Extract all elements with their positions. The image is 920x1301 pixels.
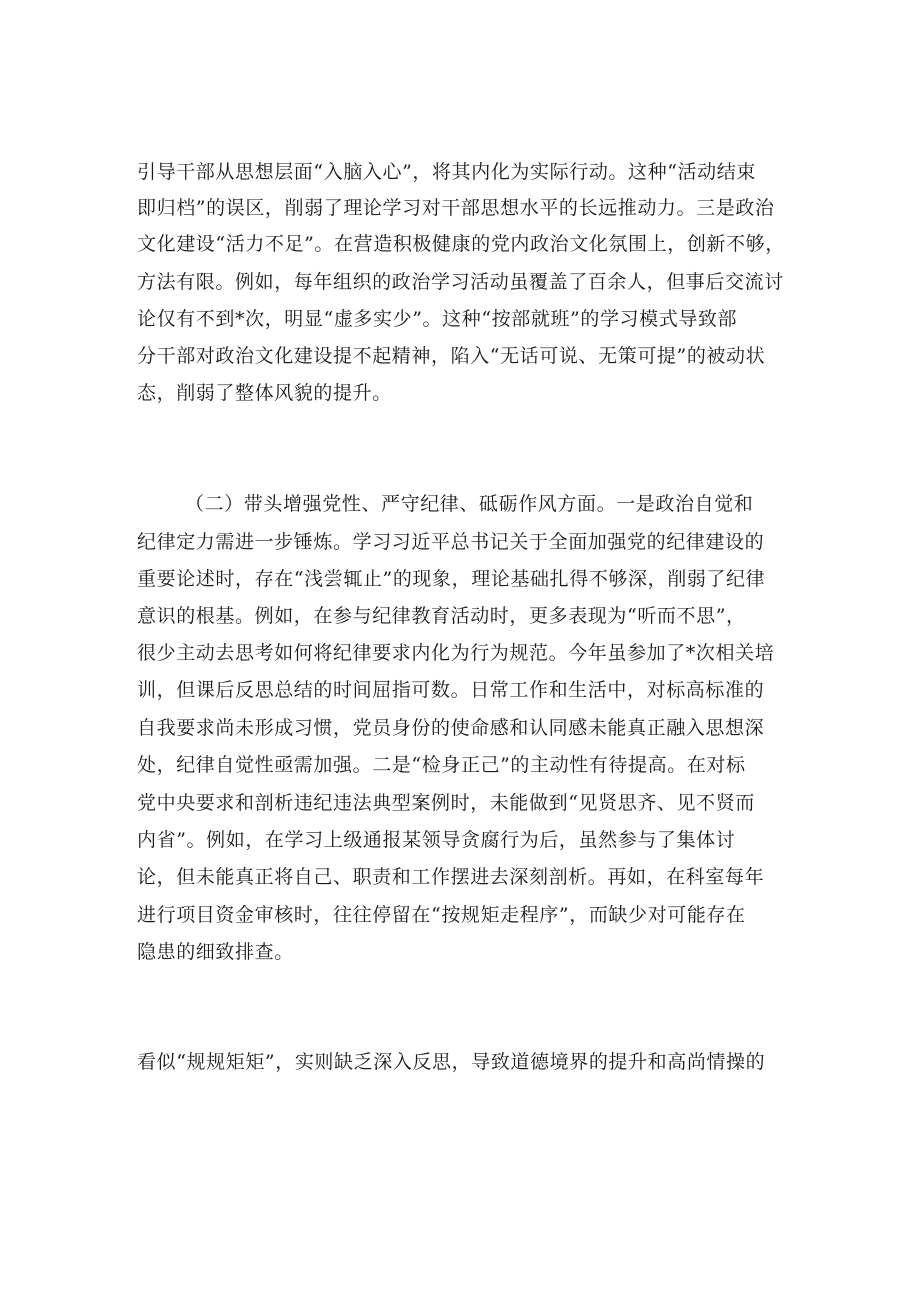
text-line: 自我要求尚未形成习惯，党员身份的使命感和认同感未能真正融入思想深 <box>137 717 765 739</box>
text-line: 文化建设“活力不足”。在营造积极健康的党内政治文化氛围上，创新不够， <box>137 233 785 255</box>
text-line: 即归档”的误区，削弱了理论学习对干部思想水平的长远推动力。三是政治 <box>137 197 775 219</box>
text-line: 纪律定力需进一步锤炼。学习习近平总书记关于全面加强党的纪律建设的 <box>137 531 765 553</box>
text-line: 态，削弱了整体风貌的提升。 <box>137 382 392 404</box>
text-line: 隐患的细致排查。 <box>137 941 294 963</box>
text-line: 意识的根基。例如，在参与纪律教育活动时，更多表现为“听而不思”， <box>137 605 746 627</box>
text-line: 内省”。例如，在学习上级通报某领导贪腐行为后，虽然参与了集体讨 <box>137 829 736 851</box>
text-line: 很少主动去思考如何将纪律要求内化为行为规范。今年虽参加了*次相关培 <box>137 642 775 664</box>
text-line: 论仅有不到*次，明显“虚多实少”。这种“按部就班”的学习模式导致部 <box>137 308 738 330</box>
text-line: 论，但未能真正将自己、职责和工作摆进去深刻剖析。再如，在科室每年 <box>137 866 765 888</box>
text-line: 进行项目资金审核时，往往停留在“按规矩走程序”，而缺少对可能存在 <box>137 904 746 926</box>
text-line: 方法有限。例如，每年组织的政治学习活动虽覆盖了百余人，但事后交流讨 <box>137 271 784 293</box>
text-line: 看似“规规矩矩”，实则缺乏深入反思，导致道德境界的提升和高尚情操的 <box>137 1051 766 1073</box>
text-line: 分干部对政治文化建设提不起精神，陷入“无话可说、无策可提”的被动状 <box>137 345 766 367</box>
text-line: 重要论述时，存在“浅尝辄止”的现象，理论基础扎得不够深，削弱了纪律 <box>137 568 766 590</box>
text-line: 党中央要求和剖析违纪违法典型案例时，未能做到“见贤思齐、见不贤而 <box>137 792 755 814</box>
section-heading-line: （二）带头增强党性、严守纪律、砥砺作风方面。一是政治自觉和 <box>185 493 754 515</box>
text-line: 训，但课后反思总结的时间屈指可数。日常工作和生活中，对标高标准的 <box>137 679 765 701</box>
text-line: 引导干部从思想层面“入脑入心”，将其内化为实际行动。这种“活动结束 <box>137 161 756 183</box>
text-line: 处，纪律自觉性亟需加强。二是“检身正己”的主动性有待提高。在对标 <box>137 754 746 776</box>
